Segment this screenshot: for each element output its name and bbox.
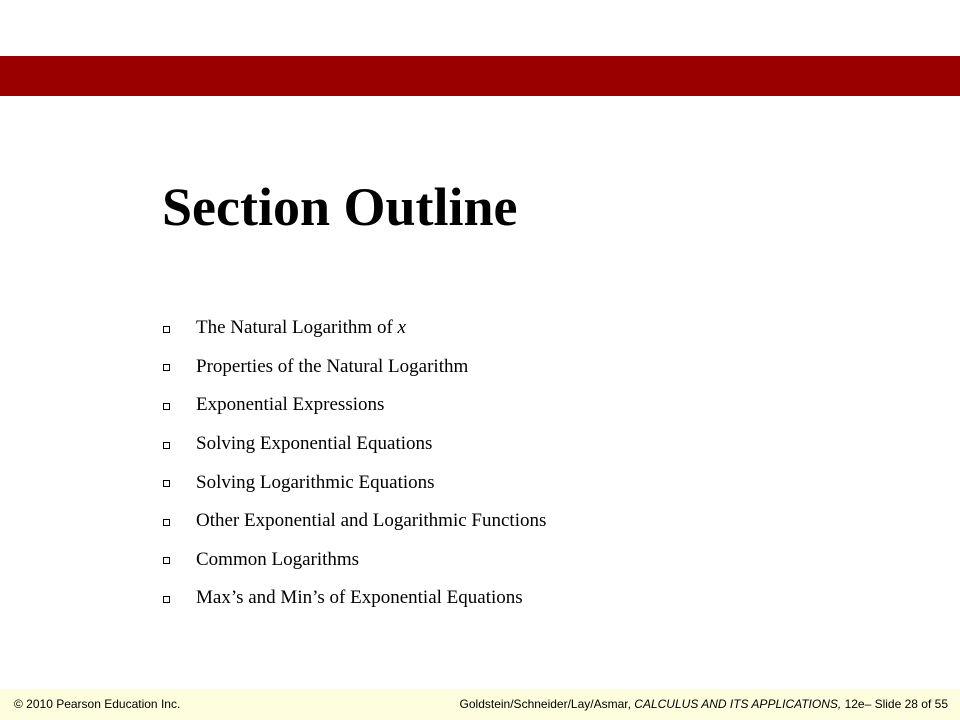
footer-book-title: CALCULUS AND ITS APPLICATIONS, <box>634 697 842 711</box>
square-bullet-icon <box>163 364 170 371</box>
outline-item-text: Properties of the Natural Logarithm <box>196 355 469 377</box>
footer-copyright: © 2010 Pearson Education Inc. <box>14 697 181 711</box>
outline-item-text: Exponential Expressions <box>196 394 385 416</box>
square-bullet-icon <box>163 403 170 410</box>
outline-item-text: Max’s and Min’s of Exponential Equations <box>196 587 523 609</box>
footer-slide-info: 12e– Slide 28 of 55 <box>841 697 948 711</box>
outline-item <box>160 309 880 348</box>
square-bullet-icon <box>163 480 170 487</box>
outline-item-text: Other Exponential and Logarithmic Functions <box>196 510 547 532</box>
header-band <box>0 56 960 96</box>
outline-item <box>160 541 880 580</box>
outline-item-text: Solving Exponential Equations <box>196 433 433 455</box>
variable-x: x <box>397 317 406 339</box>
square-bullet-icon <box>163 519 170 526</box>
outline-item <box>160 425 880 464</box>
square-bullet-icon <box>163 442 170 449</box>
outline-item <box>160 579 880 618</box>
outline-item-text: Solving Logarithmic Equations <box>196 471 435 493</box>
square-bullet-icon <box>163 596 170 603</box>
square-bullet-icon <box>163 557 170 564</box>
section-outline-list <box>160 309 880 618</box>
outline-item <box>160 463 880 502</box>
outline-item <box>160 502 880 541</box>
footer-citation <box>460 697 948 711</box>
footer-authors: Goldstein/Schneider/Lay/Asmar, <box>459 697 635 711</box>
square-bullet-icon <box>163 326 170 333</box>
footer-bar <box>0 689 960 720</box>
outline-item-text: Common Logarithms <box>196 548 360 570</box>
outline-item <box>160 348 880 387</box>
outline-item <box>160 386 880 425</box>
outline-item-text: The Natural Logarithm of x <box>196 317 406 339</box>
slide-title: Section Outline <box>162 177 518 237</box>
